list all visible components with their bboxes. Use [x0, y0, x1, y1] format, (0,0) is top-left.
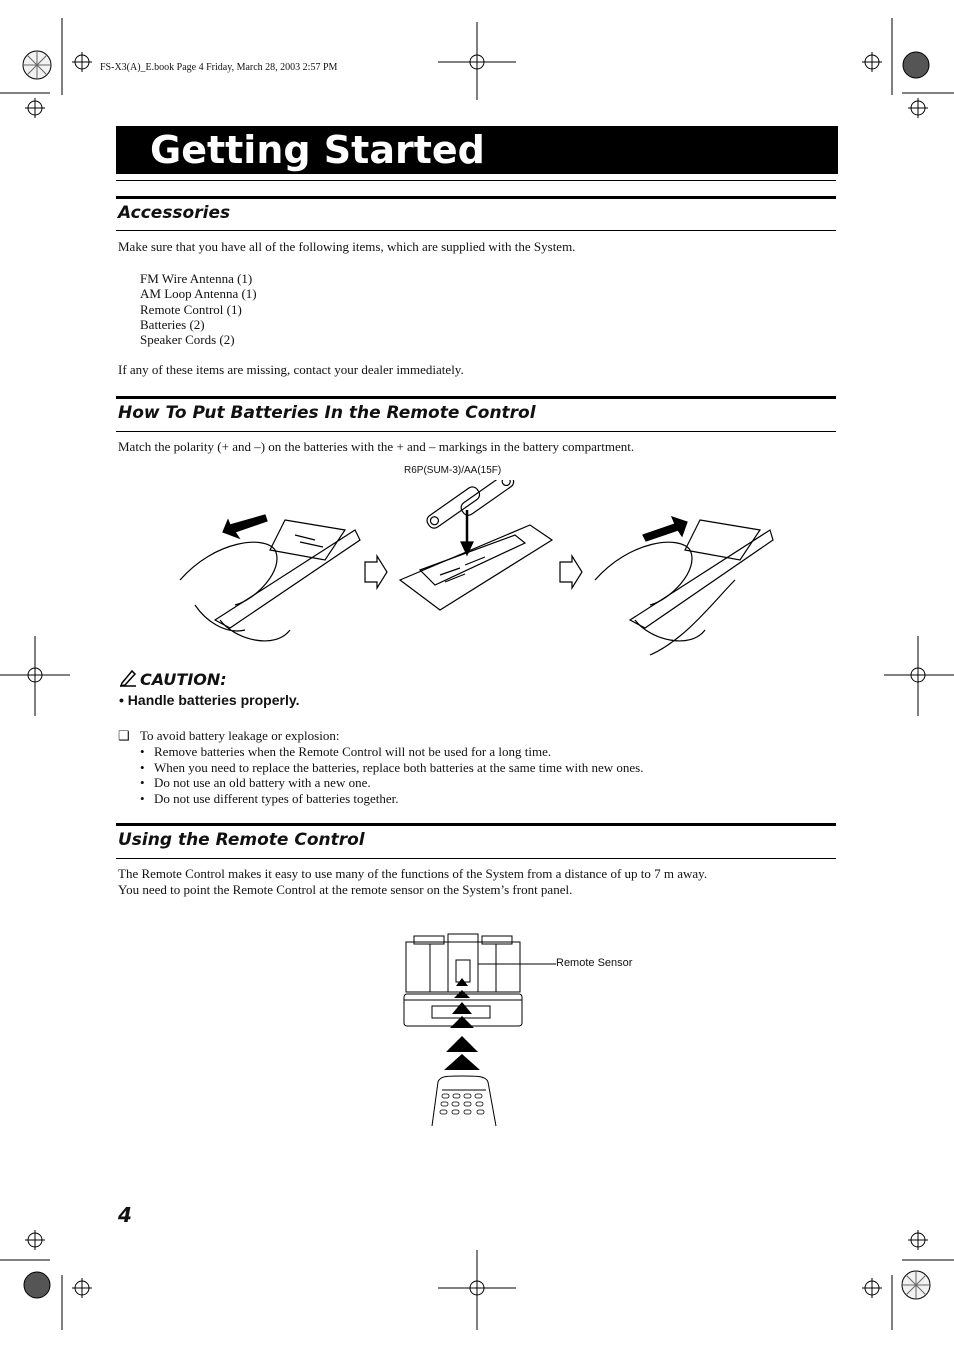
caution-avoid	[118, 728, 339, 744]
battery-installation-illustration	[175, 480, 775, 660]
battery-type-label: R6P(SUM-3)/AA(15F)	[404, 465, 502, 476]
caution-heading: CAUTION:	[140, 670, 227, 689]
checkbox-icon: ❑	[118, 728, 130, 743]
caution-pen-icon	[118, 668, 138, 688]
list-item: • Do not use an old battery with a new one.	[140, 775, 643, 791]
section-heading-batteries: How To Put Batteries In the Remote Control	[118, 403, 536, 423]
section-heading-remote: Using the Remote Control	[118, 830, 365, 850]
section-rule-top	[116, 396, 836, 399]
section-rule-bottom	[116, 230, 836, 231]
section-heading-accessories: Accessories	[118, 203, 231, 223]
accessories-list	[140, 271, 257, 347]
caution-bullet-list	[140, 744, 643, 806]
list-item: Batteries (2)	[140, 316, 205, 332]
file-info-header: FS-X3(A)_E.book Page 4 Friday, March 28, 2003 2:57 PM	[100, 62, 338, 73]
remote-line: You need to point the Remote Control at the remote sensor on the System’s front panel.	[118, 881, 573, 897]
list-item: Remote Control (1)	[140, 301, 242, 317]
list-item: Speaker Cords (2)	[140, 332, 235, 348]
batteries-intro: Match the polarity (+ and –) on the batteries with the + and – markings in the battery compartment.	[118, 439, 635, 454]
list-item: • Do not use different types of batteries together.	[140, 791, 643, 807]
caution-handle-batteries: • Handle batteries properly.	[119, 692, 300, 708]
remote-paragraph	[118, 866, 707, 897]
section-rule-bottom	[116, 431, 836, 432]
list-item: • When you need to replace the batteries, replace both batteries at the same time with new ones.	[140, 760, 643, 776]
remote-sensor-illustration	[400, 930, 560, 1130]
remote-line: The Remote Control makes it easy to use many of the functions of the System from a distance of up to 7 m away.	[118, 866, 708, 881]
page-title: Getting Started	[150, 128, 485, 172]
section-rule-bottom	[116, 858, 836, 859]
caution-avoid-text: To avoid battery leakage or explosion:	[140, 728, 340, 743]
section-rule-top	[116, 196, 836, 199]
accessories-intro: Make sure that you have all of the following items, which are supplied with the System.	[118, 239, 576, 254]
list-item: • Remove batteries when the Remote Control will not be used for a long time.	[140, 744, 643, 760]
section-rule-top	[116, 823, 836, 826]
list-item: AM Loop Antenna (1)	[140, 286, 257, 302]
divider	[116, 180, 836, 181]
list-item: FM Wire Antenna (1)	[140, 271, 253, 286]
remote-sensor-label: Remote Sensor	[556, 957, 633, 969]
accessories-outro: If any of these items are missing, contact your dealer immediately.	[118, 362, 464, 377]
page-number: 4	[118, 1203, 132, 1227]
